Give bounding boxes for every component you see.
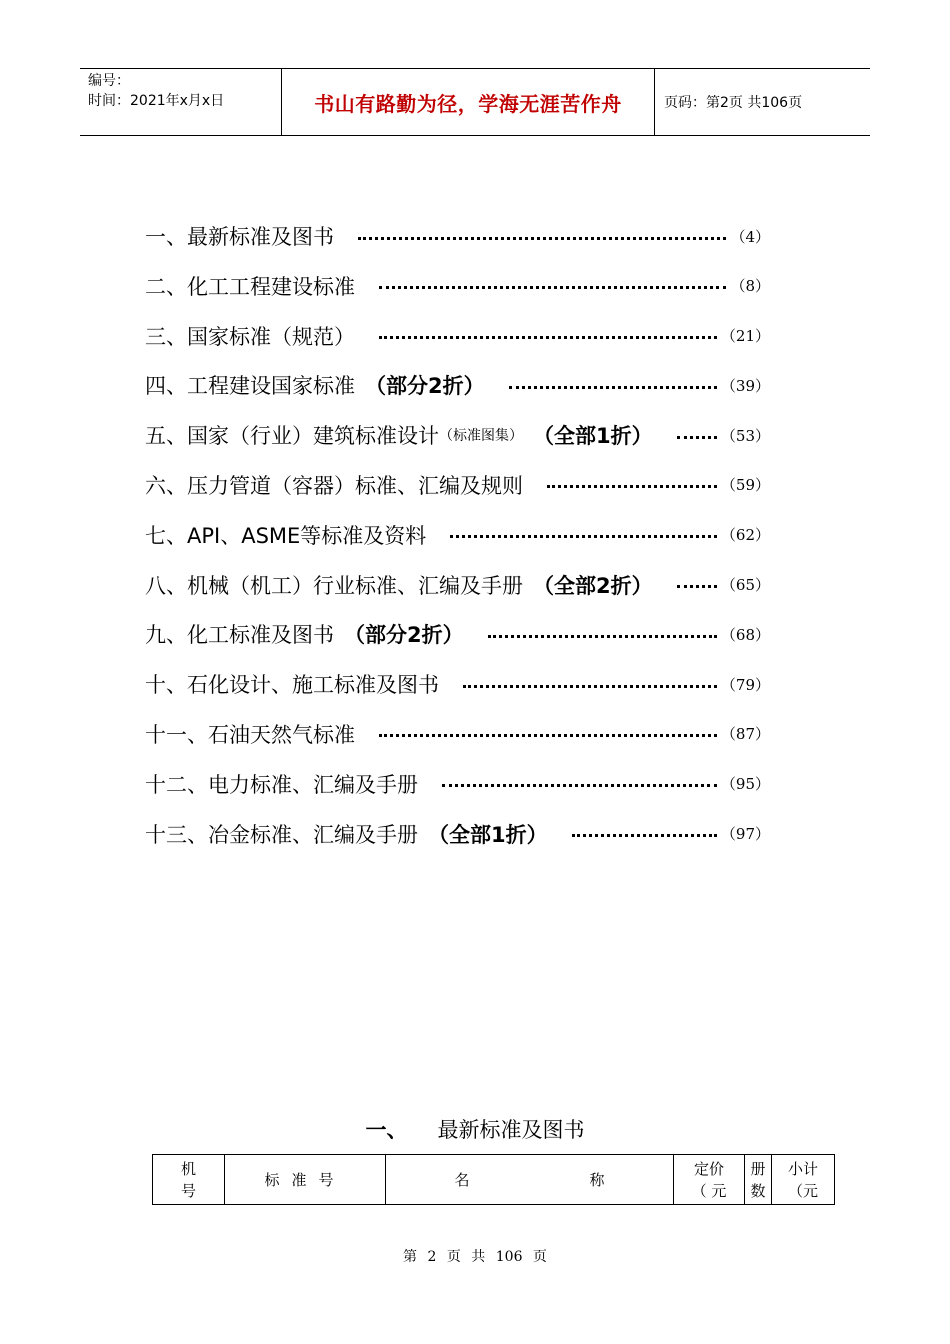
col-header-subtotal: 小计 （元 — [772, 1155, 835, 1205]
toc-entry-page: （68） — [720, 625, 770, 644]
section-title: 最新标准及图书 — [437, 1118, 585, 1142]
toc-entry-page: （59） — [720, 476, 770, 495]
toc-leader-dots — [450, 535, 717, 538]
toc-leader-dots — [379, 286, 726, 289]
section-number: 一、 — [365, 1118, 408, 1142]
page-header — [80, 68, 870, 136]
toc-entry — [145, 365, 770, 405]
toc-entry-page: （95） — [720, 775, 770, 794]
header-motto-cell — [282, 69, 655, 135]
toc-entry-discount: （部分2折） — [344, 623, 464, 648]
toc-leader-dots — [358, 237, 726, 240]
toc-entry-discount: （全部1折） — [533, 424, 653, 449]
toc-leader-dots — [379, 336, 717, 339]
header-page-label: 页码：第2页 共106页 — [664, 95, 803, 111]
header-code-label: 编号： — [88, 73, 130, 89]
toc-leader-dots — [572, 834, 717, 837]
col-header-machine-no: 机 号 — [153, 1155, 225, 1205]
toc-leader-dots — [463, 685, 717, 688]
toc-entry-page: （79） — [720, 675, 770, 694]
toc-entry-title: 十一、石油天然气标准 — [145, 722, 355, 747]
toc-entry-title: 十三、冶金标准、汇编及手册 — [145, 822, 418, 847]
header-motto: 书山有路勤为径，学海无涯苦作舟 — [314, 91, 622, 116]
toc-entry-title: 十、石化设计、施工标准及图书 — [145, 673, 439, 698]
toc-entry-title: 一、最新标准及图书 — [145, 225, 334, 249]
toc-entry-discount: （全部2折） — [533, 573, 653, 598]
toc-leader-dots — [677, 585, 717, 588]
toc-entry — [145, 316, 770, 356]
toc-entry-discount: （全部1折） — [428, 822, 548, 847]
table-of-contents — [145, 216, 770, 863]
toc-entry-title: 三、国家标准（规范） — [145, 324, 355, 349]
toc-entry-title: 七、API、ASME等标准及资料 — [145, 523, 427, 548]
toc-entry — [145, 664, 770, 704]
toc-leader-dots — [488, 635, 717, 638]
toc-entry — [145, 714, 770, 754]
toc-entry-page: （65） — [720, 576, 770, 595]
col-header-name: 名 称 — [386, 1155, 674, 1205]
toc-entry — [145, 216, 770, 256]
toc-entry — [145, 764, 770, 804]
col-header-standard-no: 标准号 — [225, 1155, 386, 1205]
toc-leader-dots — [509, 386, 717, 389]
toc-leader-dots — [442, 784, 717, 787]
toc-entry-page: （8） — [730, 277, 770, 296]
toc-entry — [145, 565, 770, 605]
toc-entry-page: （53） — [720, 426, 770, 445]
toc-entry — [145, 415, 770, 455]
toc-entry-page: （87） — [720, 725, 770, 744]
toc-leader-dots — [547, 485, 717, 488]
toc-entry — [145, 515, 770, 555]
toc-entry-page: （4） — [730, 227, 770, 246]
toc-entry-title: 四、工程建设国家标准 — [145, 374, 355, 399]
toc-entry-discount: （部分2折） — [365, 374, 485, 399]
toc-entry-subtitle: （标准图集） — [439, 428, 523, 445]
price-table-header — [152, 1154, 835, 1205]
toc-leader-dots — [677, 436, 717, 439]
toc-entry — [145, 814, 770, 854]
toc-entry — [145, 465, 770, 505]
toc-entry-title: 六、压力管道（容器）标准、汇编及规则 — [145, 473, 523, 498]
page-footer: 第 2 页 共 106 页 — [403, 1249, 547, 1265]
col-header-price: 定价 （ 元 — [674, 1155, 745, 1205]
toc-entry-page: （97） — [720, 825, 770, 844]
toc-entry — [145, 266, 770, 306]
toc-entry-title: 十二、电力标准、汇编及手册 — [145, 772, 418, 797]
col-header-copies: 册 数 — [745, 1155, 772, 1205]
toc-entry-title: 八、机械（机工）行业标准、汇编及手册 — [145, 573, 523, 598]
toc-entry-page: （39） — [720, 376, 770, 395]
toc-entry-title: 九、化工标准及图书 — [145, 623, 334, 648]
section-heading — [0, 1114, 950, 1144]
toc-entry-page: （21） — [720, 327, 770, 346]
header-page-cell — [655, 69, 870, 135]
toc-entry-title: 五、国家（行业）建筑标准设计 — [145, 424, 439, 449]
toc-leader-dots — [379, 734, 717, 737]
toc-entry-title: 二、化工工程建设标准 — [145, 274, 355, 299]
header-time-label: 时间：2021年x月x日 — [88, 93, 225, 109]
toc-entry — [145, 614, 770, 654]
toc-entry-page: （62） — [720, 526, 770, 545]
header-meta — [80, 69, 282, 135]
